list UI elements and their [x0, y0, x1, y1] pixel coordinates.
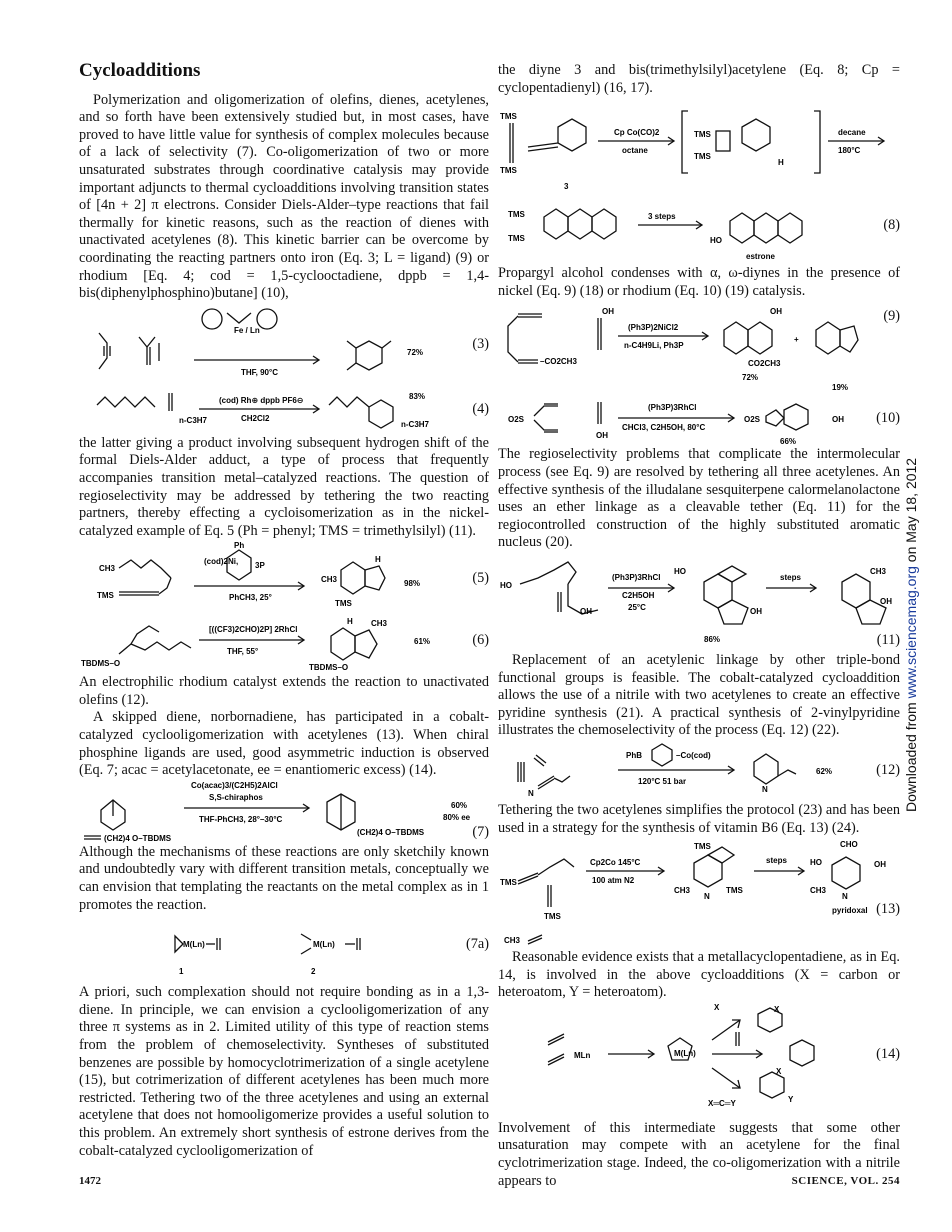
- equation-5-drawing: [79, 540, 489, 614]
- eq7-reagent1: Co(acac)3/(C2H5)2AlCl: [191, 780, 278, 790]
- eq7-ee: 80% ee: [443, 812, 471, 822]
- eq9-plus: +: [794, 335, 799, 345]
- eq14-x-top: X: [714, 1002, 720, 1012]
- equation-number: (7): [472, 823, 489, 840]
- equation-3: [79, 303, 489, 385]
- eq10-oh: OH: [596, 431, 608, 441]
- eq6-tbdms: TBDMS–O: [81, 659, 121, 669]
- equation-12-drawing: [498, 740, 900, 802]
- equation-number: (7a): [465, 936, 489, 953]
- equation-7a: [79, 914, 489, 984]
- eq4-solvent: CH2Cl2: [241, 413, 270, 423]
- eq12-conditions: 120°C 51 bar: [638, 776, 687, 786]
- equation-14: [498, 1002, 900, 1120]
- eq10-yield: 66%: [780, 437, 797, 447]
- eq8-tms-a: TMS: [508, 210, 525, 220]
- eq13-tms3: TMS: [726, 886, 743, 896]
- eq11-temp: 25°C: [628, 602, 646, 612]
- equation-9-drawing: [498, 300, 900, 392]
- eq11-ho: HO: [500, 580, 512, 590]
- equation-number: (3): [472, 335, 489, 352]
- eq8-h: H: [778, 158, 784, 168]
- download-prefix: Downloaded from: [903, 698, 919, 812]
- eq12-n: N: [528, 788, 534, 798]
- eq14-y: Y: [788, 1094, 794, 1104]
- eq13-cho: CHO: [840, 840, 858, 850]
- eq7-chain: (CH2)4 O–TBDMS: [104, 833, 172, 843]
- page-number: 1472: [79, 1175, 101, 1187]
- compound-2-label: 2: [311, 967, 316, 977]
- eq8-estrone: estrone: [746, 252, 775, 262]
- eq11-product-ho: HO: [674, 566, 686, 576]
- eq6-conditions: THF, 55°: [227, 647, 259, 657]
- eq10-reagent: (Ph3P)3RhCl: [648, 403, 697, 413]
- eq8-tms-b: TMS: [508, 234, 525, 244]
- equation-7: [79, 780, 489, 844]
- equation-number: (14): [876, 1045, 900, 1062]
- eq11-yield: 86%: [704, 634, 721, 644]
- eq9-yield2: 19%: [832, 383, 849, 393]
- download-suffix: on May 18, 2012: [903, 457, 919, 567]
- eq8-tms-bottom: TMS: [500, 166, 517, 176]
- eq5-reagent: (cod)2Ni,: [204, 557, 239, 567]
- eq8-step2: decane: [838, 128, 866, 138]
- paragraph: An electrophilic rhodium catalyst extends the reaction to unactivated olefins (12).: [79, 674, 489, 708]
- equation-3-drawing: [79, 303, 489, 385]
- eq4-product-sub: n-C3H7: [401, 419, 430, 429]
- eq11-reagent: (Ph3P)3RhCl: [612, 572, 661, 582]
- paragraph: Although the mechanisms of these reactions are only sketchily known and undoubtedly vary with different transition metals, conceptually we can envision that templating the reactants on the metal complex as in 1 promotes the reaction.: [79, 843, 489, 913]
- eq9-conditions: n-C4H9Li, Ph3P: [624, 341, 684, 351]
- equation-12: [498, 740, 900, 802]
- equation-8: [498, 97, 900, 265]
- eq6-ch3: CH3: [371, 619, 388, 629]
- eq6-reagent: [((CF3)2CHO)2P] 2RhCl: [209, 625, 298, 635]
- eq13-ho: HO: [810, 858, 822, 868]
- eq4-substituent: n-C3H7: [179, 415, 208, 425]
- paragraph: A skipped diene, norbornadiene, has participated in a cobalt-catalyzed cyclooligomerization with acetylenes (13). When chiral phosphine ligands are used, good asymmetric induction is observed (Eq. 7; acac = acetylacetonate, ee = enantiomeric excess) (14).: [79, 709, 489, 779]
- eq7a-m2: M(Ln): [313, 940, 335, 950]
- eq13-steps: steps: [766, 856, 787, 866]
- eq11-ch3: CH3: [870, 566, 887, 576]
- eq13-product-tms: TMS: [694, 842, 711, 852]
- paragraph: Reasonable evidence exists that a metallacyclopentadiene, as in Eq. 14, is involved in the above cycloadditions (X = carbon or heteroatom, Y = heteroatom).: [498, 949, 900, 1001]
- equation-13-drawing: [498, 837, 900, 949]
- eq12-reagent: –Co(cod): [676, 750, 711, 760]
- eq11-steps: steps: [780, 572, 801, 582]
- eq12-ph: PhB: [626, 750, 642, 760]
- eq8-tms-top: TMS: [500, 112, 517, 122]
- paragraph: Polymerization and oligomerization of olefins, dienes, acetylenes, and so forth have been extensively studied but, in most cases, have proved to have little value for synthesis of complex molecules because of a lack of selectivity (7). Co-oligomerization of two or more unsaturated substrates through coordinative catalysis may provide important adjuncts to thermal cycloadditions involving transition states of [4n + 2] π electrons. Consider Diels-Alder–type reactions that fail thermally for kinetic reasons, such as the reaction of dienes with unactivated acetylenes (8). This kinetic barrier can be overcome by coordinating the reacting partners onto iron (Eq. 3; L = ligand) (9) or rhodium [Eq. 4; cod = 1,5-cyclooctadiene, dppb = 1,4-bis(diphenylphosphino)butane] (10),: [79, 91, 489, 302]
- eq13-n2: N: [842, 892, 848, 902]
- eq7-conditions: THF-PhCH3, 28°–30°C: [199, 814, 283, 824]
- eq12-product-n: N: [762, 784, 768, 794]
- equation-7a-drawing: [79, 914, 489, 984]
- eq4-reagent: (cod) Rh⊕ dppb PF6⊖: [219, 395, 304, 405]
- eq13-n: N: [704, 892, 710, 902]
- right-column: [498, 62, 900, 1190]
- eq13-ch3: CH3: [674, 886, 691, 896]
- eq8-step3: 3 steps: [648, 212, 676, 222]
- eq8-int-tms1: TMS: [694, 130, 711, 140]
- paragraph: The regioselectivity problems that complicate the intermolecular process (see Eq. 9) are resolved by tethering all three acetylenes. An effective synthesis of the illudalane sesquiterpene calormelanolactone uses an ether linkage as a cleavable tether (Eq. 11) for the regiocontrolled construction of the highly substituted aromatic nucleus (20).: [498, 446, 900, 551]
- eq8-ho: HO: [710, 236, 722, 246]
- eq12-yield: 62%: [816, 766, 833, 776]
- equation-13: [498, 837, 900, 949]
- eq6-prod-tbdms: TBDMS–O: [309, 663, 349, 673]
- sciencemag-link[interactable]: www.sciencemag.org: [903, 566, 919, 699]
- eq8-int-tms2: TMS: [694, 152, 711, 162]
- eq5-h: H: [375, 555, 381, 565]
- eq9-co2ch3: CO2CH3: [748, 359, 781, 369]
- eq9-yield1: 72%: [742, 373, 759, 383]
- equation-number: (9): [883, 308, 900, 325]
- paragraph: A priori, such complexation should not require bonding as in a 1,3-diene. In principle, we can envision a cyclooligomerization of any three π systems as in 2. Limited utility of this type of reaction stems from the problem of chemoselectivity. Syntheses of substituted benzenes are possible by homocyclotrimerization of a single acetylene (15), but cotrimerization of different acetylenes has been much more restricted. Tethering two of the three acetylenes and using an external acetylene that does not homooligomerize provides a useful solution to this problem. An extremely short synthesis of estrone derives from the cobalt-catalyzed cyclooligomerization of: [79, 984, 489, 1159]
- eq3-yield: 72%: [407, 347, 424, 357]
- equation-number: (13): [876, 901, 900, 918]
- eq14-metallacycle: M(Ln): [674, 1048, 696, 1058]
- equation-11-drawing: [498, 552, 900, 652]
- eq14-x-ring: X: [774, 1004, 780, 1014]
- equation-11: [498, 552, 900, 652]
- eq13-pyridoxal: pyridoxal: [832, 906, 868, 916]
- eq13-conditions: 100 atm N2: [592, 876, 635, 886]
- eq5-prod-tms: TMS: [335, 599, 352, 609]
- equation-10-drawing: [498, 392, 900, 446]
- eq9-oh: OH: [602, 307, 614, 317]
- eq10-conditions: CHCl3, C2H5OH, 80°C: [622, 423, 706, 433]
- equation-number: (12): [876, 761, 900, 778]
- eq5-prod-ch3: CH3: [321, 575, 338, 585]
- equation-4-drawing: [79, 385, 489, 435]
- journal-volume: SCIENCE, VOL. 254: [791, 1175, 900, 1187]
- paragraph: Involvement of this intermediate suggests that some other unsaturation may compete with an acetylene for the final cyclotrimerization stage. Indeed, the co-oligomerization with a nitrile appears to: [498, 1119, 900, 1189]
- equation-6-drawing: [79, 614, 489, 674]
- eq11-product-oh: OH: [750, 606, 762, 616]
- equation-number: (4): [472, 400, 489, 417]
- paragraph: Replacement of an acetylenic linkage by other triple-bond functional groups is feasible. The cobalt-catalyzed cycloaddition allows the use of a nitrile with two acetylenes to create an effective pyridine synthesis (21). A practical synthesis of 2-vinylpyridine illustrates the chemoselectivity of the process (Eq. 12) (22).: [498, 651, 900, 739]
- eq7-product-chain: (CH2)4 O–TBDMS: [357, 827, 425, 837]
- equation-9: [498, 300, 900, 392]
- equation-number: (10): [876, 410, 900, 427]
- eq10-product-oh: OH: [832, 415, 844, 425]
- eq7-reagent2: S,S-chiraphos: [209, 792, 263, 802]
- paragraph: Propargyl alcohol condenses with α, ω-diynes in the presence of nickel (Eq. 9) (18) or rhodium (Eq. 10) (19) catalysis.: [498, 265, 900, 299]
- eq3-catalyst: Fe / Ln: [234, 325, 260, 335]
- download-notice: [903, 458, 919, 812]
- eq3-conditions: THF, 90°C: [241, 367, 278, 377]
- eq9-reagent: (Ph3P)2NiCl2: [628, 323, 679, 333]
- eq5-ph: Ph: [234, 541, 245, 551]
- equation-4: [79, 385, 489, 435]
- eq14-xcy: X═C═Y: [708, 1098, 736, 1108]
- eq5-p3p: 3P: [255, 561, 265, 571]
- eq14-x2: X: [776, 1066, 782, 1076]
- eq13-ch3cn: CH3: [504, 936, 521, 946]
- equation-14-drawing: [498, 1002, 900, 1120]
- eq8-reagent: Cp Co(CO)2: [614, 128, 660, 138]
- eq14-mln: MLn: [574, 1050, 591, 1060]
- equation-number: (8): [883, 217, 900, 234]
- equation-5: [79, 540, 489, 614]
- eq13-ch3b: CH3: [810, 886, 827, 896]
- equation-8-drawing: [498, 97, 900, 265]
- eq11-final-oh: OH: [880, 596, 892, 606]
- equation-6: [79, 614, 489, 674]
- eq7-yield: 60%: [451, 800, 468, 810]
- eq10-o2s: O2S: [508, 415, 525, 425]
- equation-number: (5): [472, 570, 489, 587]
- equation-10: [498, 392, 900, 446]
- eq8-temp: 180°C: [838, 146, 861, 156]
- eq13-tms: TMS: [500, 878, 517, 888]
- equation-number: (6): [472, 632, 489, 649]
- eq13-reagent: Cp2Co 145°C: [590, 858, 641, 868]
- eq5-yield: 98%: [404, 579, 421, 589]
- compound-3-label: 3: [564, 182, 569, 192]
- eq10-product-o2s: O2S: [744, 415, 761, 425]
- eq11-oh: OH: [580, 606, 592, 616]
- eq13-tms2: TMS: [544, 912, 561, 922]
- compound-1-label: 1: [179, 967, 184, 977]
- eq6-h: H: [347, 617, 353, 627]
- eq13-oh: OH: [874, 860, 886, 870]
- equation-7-drawing: [79, 780, 489, 844]
- eq4-yield: 83%: [409, 391, 426, 401]
- eq6-yield: 61%: [414, 637, 431, 647]
- eq9-product-oh: OH: [770, 307, 782, 317]
- paragraph: Tethering the two acetylenes simplifies the protocol (23) and has been used in a strategy for the synthesis of vitamin B6 (Eq. 13) (24).: [498, 801, 900, 836]
- eq5-ch3: CH3: [99, 564, 116, 574]
- paragraph: the diyne 3 and bis(trimethylsilyl)acetylene (Eq. 8; Cp = cyclopentadienyl) (16, 17).: [498, 62, 900, 96]
- eq5-tms: TMS: [97, 591, 114, 601]
- eq5-conditions: PhCH3, 25°: [229, 593, 272, 603]
- left-column: [79, 62, 489, 1160]
- equation-number: (11): [876, 631, 900, 648]
- section-heading: Cycloadditions: [79, 60, 201, 81]
- eq11-solvent: C2H5OH: [622, 590, 655, 600]
- eq9-sub: –CO2CH3: [540, 357, 577, 367]
- eq8-solvent: octane: [622, 146, 648, 156]
- paragraph: the latter giving a product involving subsequent hydrogen shift of the formal Diels-Alder adduct, a type of process that frequently accompanies transition metal–catalyzed reactions. The question of regioselectivity may be addressed by tethering the two reacting partners, thereby effecting a cycloisomerization as in the nickel-catalyzed example of Eq. 5 (Ph = phenyl; TMS = trimethylsilyl) (11).: [79, 434, 489, 539]
- eq7a-m1: M(Ln): [183, 940, 205, 950]
